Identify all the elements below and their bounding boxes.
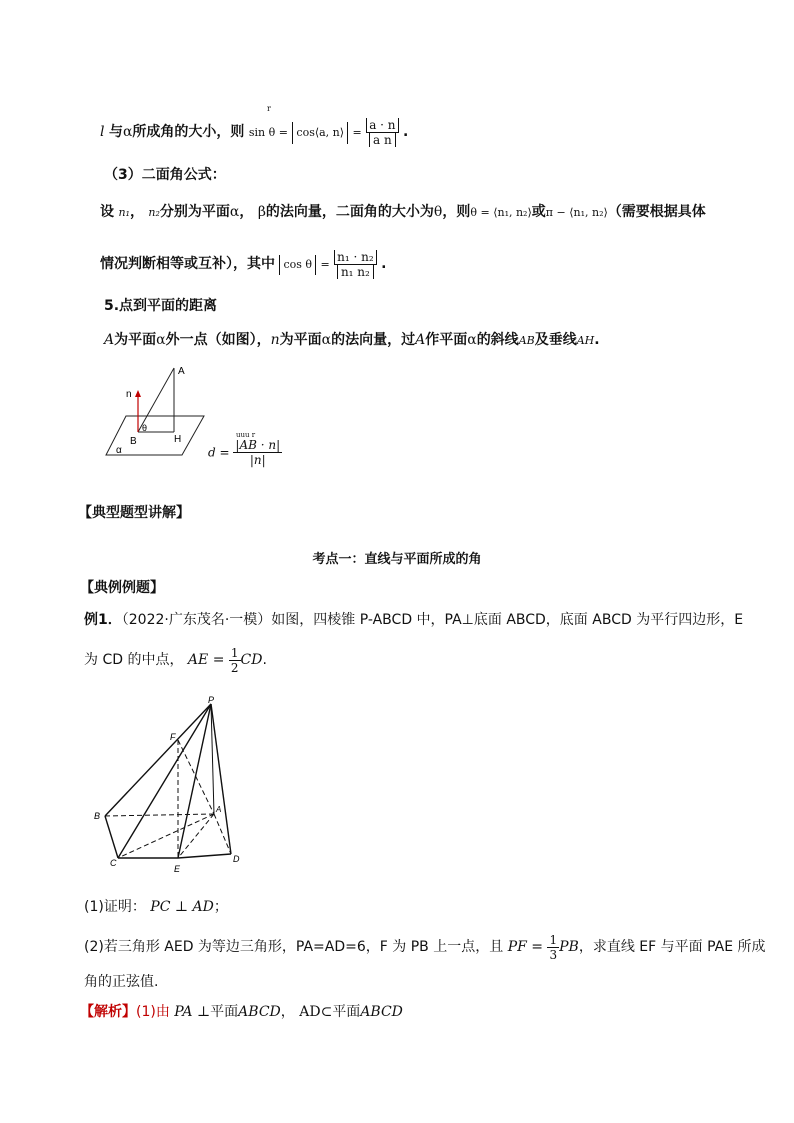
distance-vec-mark: uuu r [236,431,256,439]
label-A: A [216,805,222,814]
edge-BA [105,814,214,816]
sin-fraction: $\frac{a \cdot n}{\text{a n}}$ [366,118,398,147]
distance-heading: 5.点到平面的距离 [104,298,218,314]
edge-AC [118,814,214,858]
dihedral-line-1: 设 n₁， n₂分别为平面α， β的法向量，二面角的大小为θ，则θ = ⟨n₁, n₂⟩或π − ⟨n₁, n₂⟩（需要根据具体 [100,204,706,220]
distance-figure [100,362,210,462]
label-B: B [130,436,137,447]
distance-formula: d = $\frac{|AB \cdot n|}{|n|}$ [208,438,281,467]
abs-cos-theta: cos θ [279,255,316,275]
label-H: H [174,434,182,445]
edge-BC [105,816,118,858]
line-plane-angle-line: l 与α所成角的大小，则 sin θ = cos⟨a, n⟩ = $\frac{a \cdot n}{\text{a n}}$ . [100,117,409,147]
label-P: P [208,695,215,705]
cos-fraction: $\frac{\text{n₁ · n₂}}{\text{n₁ n₂}}$ [334,250,377,279]
label-A: A [178,366,185,377]
label-theta: θ [142,423,148,433]
pyramid-figure [88,694,258,884]
edge-PE [178,704,211,858]
example1-line-2: 为 CD 的中点， AE = $\frac{1}{2}$ CD. [84,645,267,675]
question-1: (1)证明： PC ⊥ AD； [84,899,228,915]
label-C: C [110,858,117,868]
edge-PB [105,704,211,816]
vec-mark-small: r [267,104,271,113]
label-D: D [233,854,240,864]
question-2-cont: 角的正弦值. [84,974,159,990]
label-B: B [94,811,101,821]
label-F: F [170,732,176,742]
examples-label: 【典例例题】 [80,580,164,596]
normal-arrowhead [135,390,141,397]
topic-title: 考点一：直线与平面所成的角 [312,552,482,567]
analysis-line: 【解析】(1)由 PA ⊥平面ABCD， AD⊂平面ABCD [80,1004,403,1020]
section-title: 【典型题型讲解】 [78,505,190,521]
third-fraction: $\frac{1}{3}$ [549,932,558,962]
dihedral-line-2: 情况判断相等或互补），其中 cos θ = $\frac{\text{n₁ · n₂}}{\text{n₁ n₂}}$ . [100,249,387,279]
label-E: E [174,864,181,874]
dihedral-heading: （3）二面角公式： [104,167,226,183]
edge-ED [178,854,231,858]
edge-FA [178,740,214,814]
distance-description: A为平面α外一点（如图），n为平面α的法向量，过A作平面α的斜线AB及垂线AH. [104,332,600,348]
half-fraction: $\frac{1}{2}$ [230,645,239,675]
abs-cos-term: cos⟨a, n⟩ [292,122,348,144]
label-n: n [126,389,132,400]
question-2: (2)若三角形 AED 为等边三角形，PA=AD=6，F 为 PB 上一点，且 PF = $\frac{1}{3}$ PB，求直线 EF 与平面 PAE 所成 [84,932,766,962]
example1-line-1: 例1．（2022·广东茂名·一模）如图，四棱锥 P-ABCD 中，PA⊥底面 ABCD，底面 ABCD 为平行四边形，E [84,612,744,628]
label-alpha: α [116,445,122,456]
